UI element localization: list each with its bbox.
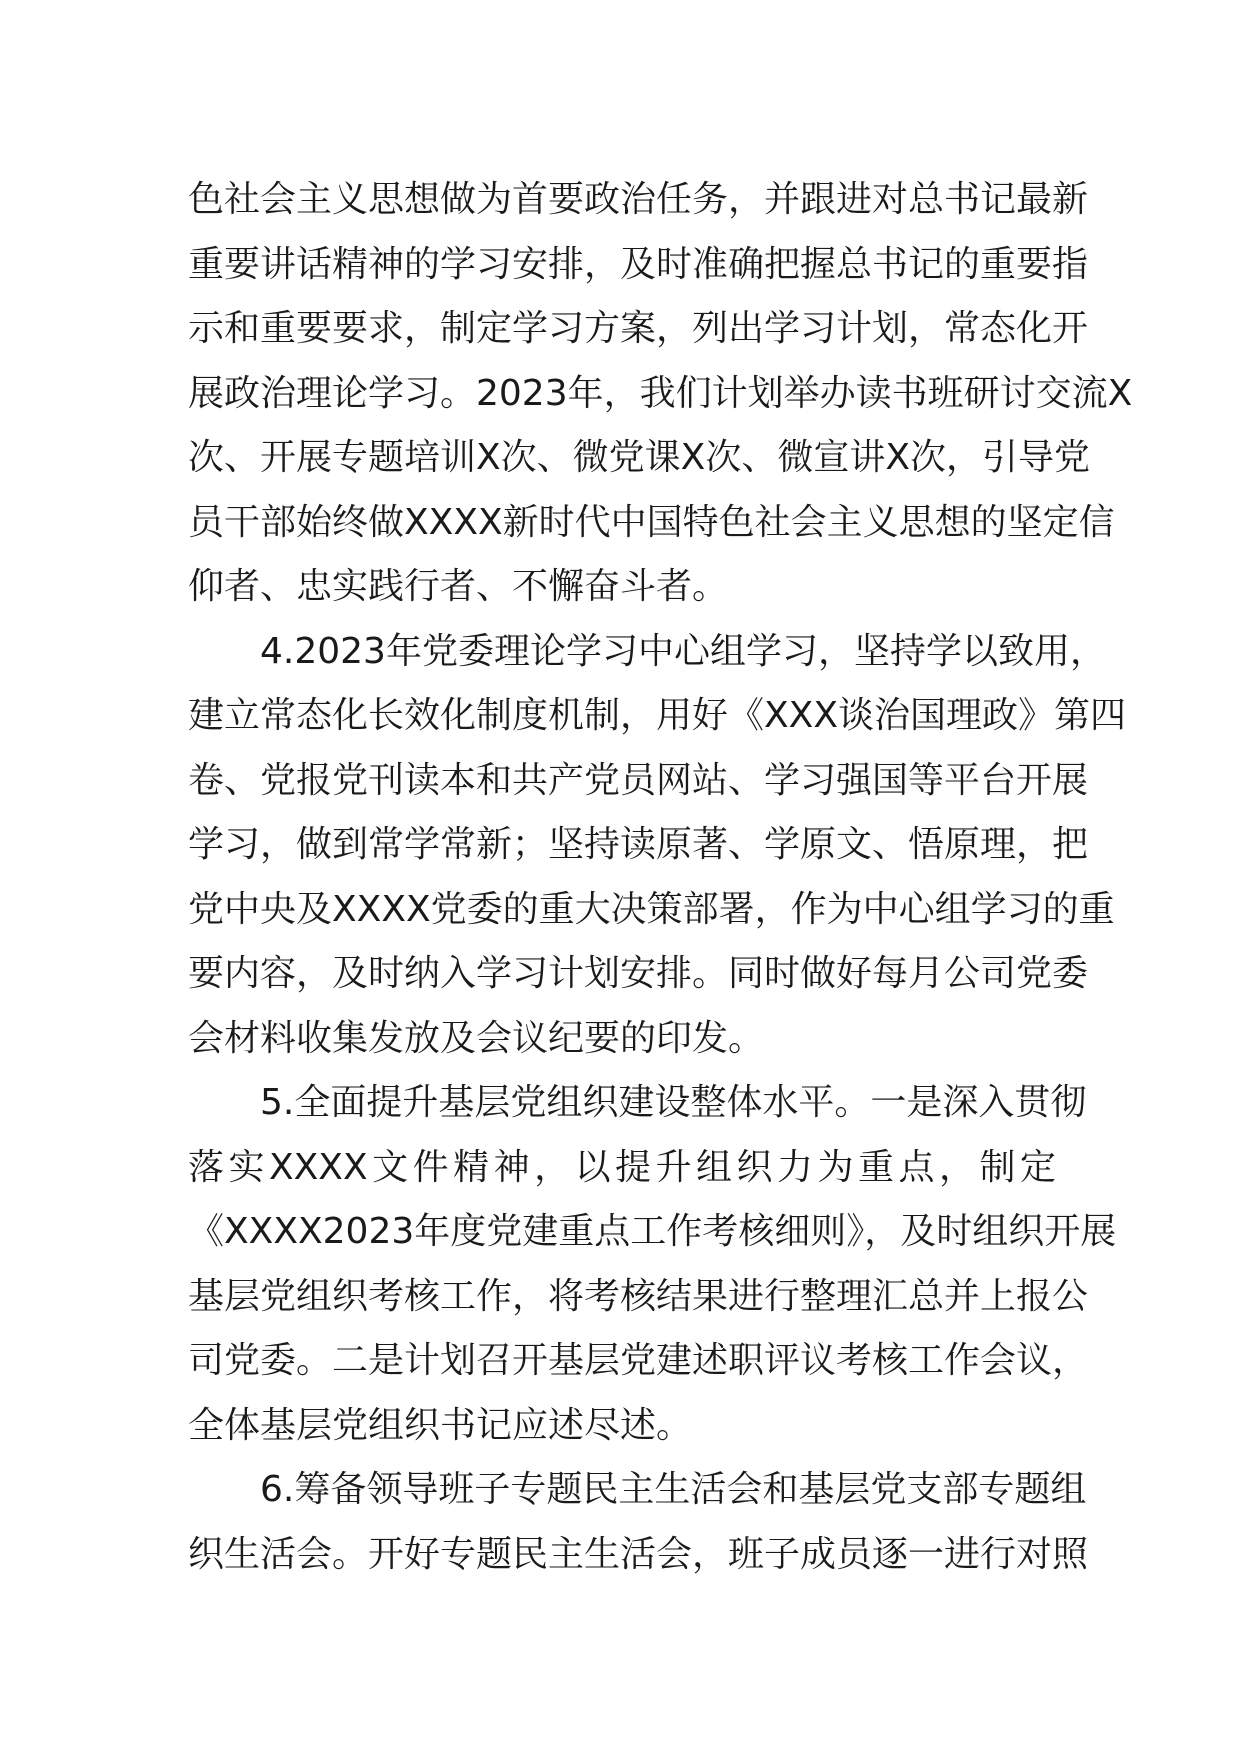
- paragraph-4-theory-study: [188, 620, 1126, 1072]
- paragraph-1-continuation: [188, 168, 1133, 620]
- text-line: 党中央及XXXX党委的重大决策部署，作为中心组学习的重: [188, 888, 1115, 930]
- text-line: 《XXXX2023年度党建重点工作考核细则》，及时组织开展: [188, 1211, 1117, 1252]
- text-line: 次、开展专题培训X次、微党课X次、微宣讲X次，引导党: [188, 437, 1090, 478]
- paragraph-6-democratic-life-meeting: [188, 1458, 1089, 1587]
- text-line: 仰者、忠实践行者、不懈奋斗者。: [188, 566, 729, 607]
- text-line: 示和重要要求，制定学习方案，列出学习计划，常态化开: [188, 308, 1089, 349]
- text-line: 建立常态化长效化制度机制，用好《XXX谈治国理政》第四: [188, 695, 1126, 736]
- text-line: 落实XXXX文件精神，以提升组织力为重点，制定: [188, 1146, 1056, 1188]
- paragraph-5-grassroots-organization: [188, 1071, 1117, 1458]
- text-line: 学习，做到常学常新；坚持读原著、学原文、悟原理，把: [188, 824, 1089, 865]
- text-line: 色社会主义思想做为首要政治任务，并跟进对总书记最新: [188, 179, 1089, 220]
- text-line: 会材料收集发放及会议纪要的印发。: [188, 1017, 765, 1059]
- text-line: 重要讲话精神的学习安排，及时准确把握总书记的重要指: [188, 243, 1089, 285]
- text-line: 5.全面提升基层党组织建设整体水平。一是深入贯彻: [260, 1082, 1087, 1123]
- text-line: 卷、党报党刊读本和共产党员网站、学习强国等平台开展: [188, 759, 1089, 801]
- text-line: 织生活会。开好专题民主生活会，班子成员逐一进行对照: [188, 1533, 1089, 1575]
- text-line: 员干部始终做XXXX新时代中国特色社会主义思想的坚定信: [188, 501, 1115, 543]
- document-body: [188, 168, 1133, 1587]
- text-line: 6.筹备领导班子专题民主生活会和基层党支部专题组: [260, 1469, 1087, 1510]
- text-line: 基层党组织考核工作，将考核结果进行整理汇总并上报公: [188, 1275, 1089, 1317]
- text-line: 司党委。二是计划召开基层党建述职评议考核工作会议，: [188, 1340, 1089, 1381]
- text-line: 4.2023年党委理论学习中心组学习，坚持学以致用，: [260, 630, 1106, 672]
- text-line: 全体基层党组织书记应述尽述。: [188, 1404, 693, 1446]
- text-line: 要内容，及时纳入学习计划安排。同时做好每月公司党委: [188, 953, 1089, 994]
- text-line: 展政治理论学习。2023年，我们计划举办读书班研讨交流X: [188, 372, 1133, 414]
